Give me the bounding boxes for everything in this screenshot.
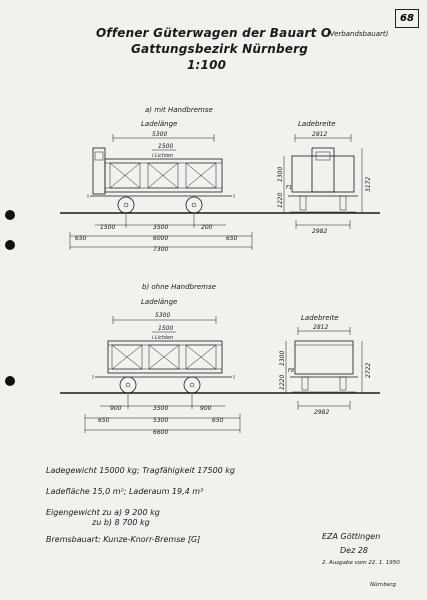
wagon-body bbox=[108, 341, 222, 373]
dim-inner-label-b: i.Lichten bbox=[152, 335, 174, 341]
end-body bbox=[295, 341, 353, 374]
wagon-body bbox=[105, 159, 222, 192]
wheel bbox=[120, 377, 136, 393]
wheel bbox=[186, 197, 202, 213]
dim-a-height-3: 3172 bbox=[365, 176, 372, 192]
page-subtitle: Gattungsbezirk Nürnberg bbox=[131, 42, 309, 56]
dim-inner-label-a: i.Lichten bbox=[152, 153, 174, 159]
wheel bbox=[118, 197, 134, 213]
dim-b-height-3: 2722 bbox=[365, 362, 372, 378]
dim-b-4: 5300 bbox=[153, 417, 169, 424]
section-a-ladebreite-label: Ladebreite bbox=[298, 120, 336, 128]
dim-a-0: 1500 bbox=[100, 224, 116, 231]
spec-line-1: Ladegewicht 15000 kg; Tragfähigkeit 17500 kg bbox=[46, 466, 235, 475]
page-number: 68 bbox=[395, 9, 419, 28]
office-label: EZA Göttingen bbox=[322, 532, 381, 541]
section-b-ladelaenge-label: Ladelänge bbox=[141, 298, 178, 306]
dim-b-0: 900 bbox=[110, 405, 122, 412]
dim-b-height-2: 1220 bbox=[279, 374, 286, 390]
dim-a-2: 200 bbox=[201, 224, 213, 231]
dim-b-height-1: 1300 bbox=[279, 350, 286, 366]
wagon-b-side-view bbox=[60, 316, 380, 433]
dim-a-label: F1 bbox=[286, 185, 293, 191]
dim-ladebreite-b: 2812 bbox=[313, 324, 329, 331]
section-b-heading: b) ohne Handbremse bbox=[142, 283, 216, 291]
dim-a-3: 650 bbox=[75, 235, 87, 242]
dim-a-4: 6000 bbox=[153, 235, 169, 242]
dim-inner-a: 1500 bbox=[158, 143, 174, 150]
section-b-ladebreite-label: Ladebreite bbox=[301, 314, 339, 322]
dim-a-6: 7300 bbox=[153, 246, 169, 253]
dim-a-height-1: 1300 bbox=[277, 166, 284, 182]
dim-inner-b: 1500 bbox=[158, 325, 174, 332]
spec-line-2: Ladefläche 15,0 m²; Laderaum 19,4 m³ bbox=[46, 487, 204, 496]
spec-line-3b: zu b) 8 700 kg bbox=[92, 518, 150, 527]
section-a-ladelaenge-label: Ladelänge bbox=[141, 120, 178, 128]
end-body bbox=[292, 156, 354, 192]
end-brake-hut bbox=[312, 148, 334, 192]
dim-a-height-2: 1220 bbox=[277, 192, 284, 208]
dim-track-a: 2982 bbox=[312, 228, 328, 235]
signature: Nürnberg bbox=[370, 582, 396, 588]
dim-b-3: 650 bbox=[98, 417, 110, 424]
wagon-b-end-view bbox=[286, 327, 362, 410]
dim-ladebreite-a: 2812 bbox=[312, 131, 328, 138]
dim-ladelaenge-b: 5300 bbox=[155, 312, 171, 319]
dim-b-label: F8 bbox=[288, 368, 295, 374]
page-title: Offener Güterwagen der Bauart O bbox=[96, 26, 332, 40]
dim-b-1: 3500 bbox=[153, 405, 169, 412]
dim-b-2: 900 bbox=[200, 405, 212, 412]
title-note: (Verbandsbauart) bbox=[327, 30, 389, 38]
dim-b-6: 6600 bbox=[153, 429, 169, 436]
spec-line-4: Bremsbauart: Kunze-Knorr-Bremse [G] bbox=[46, 535, 201, 544]
dim-a-1: 3500 bbox=[153, 224, 169, 231]
wagon-a-end-view bbox=[284, 134, 362, 229]
scale-label: 1:100 bbox=[187, 58, 227, 72]
wheel bbox=[184, 377, 200, 393]
edition-label: 2. Ausgabe vom 22. 1. 1950 bbox=[322, 560, 400, 566]
dim-ladelaenge-a: 5300 bbox=[152, 131, 168, 138]
dim-track-b: 2982 bbox=[314, 409, 330, 416]
dim-a-5: 650 bbox=[226, 235, 238, 242]
footer-date: Dez 28 bbox=[340, 546, 369, 555]
spec-line-3a: Eigengewicht zu a) 9 200 kg bbox=[46, 508, 160, 517]
dim-b-5: 650 bbox=[212, 417, 224, 424]
section-a-heading: a) mit Handbremse bbox=[145, 106, 213, 114]
